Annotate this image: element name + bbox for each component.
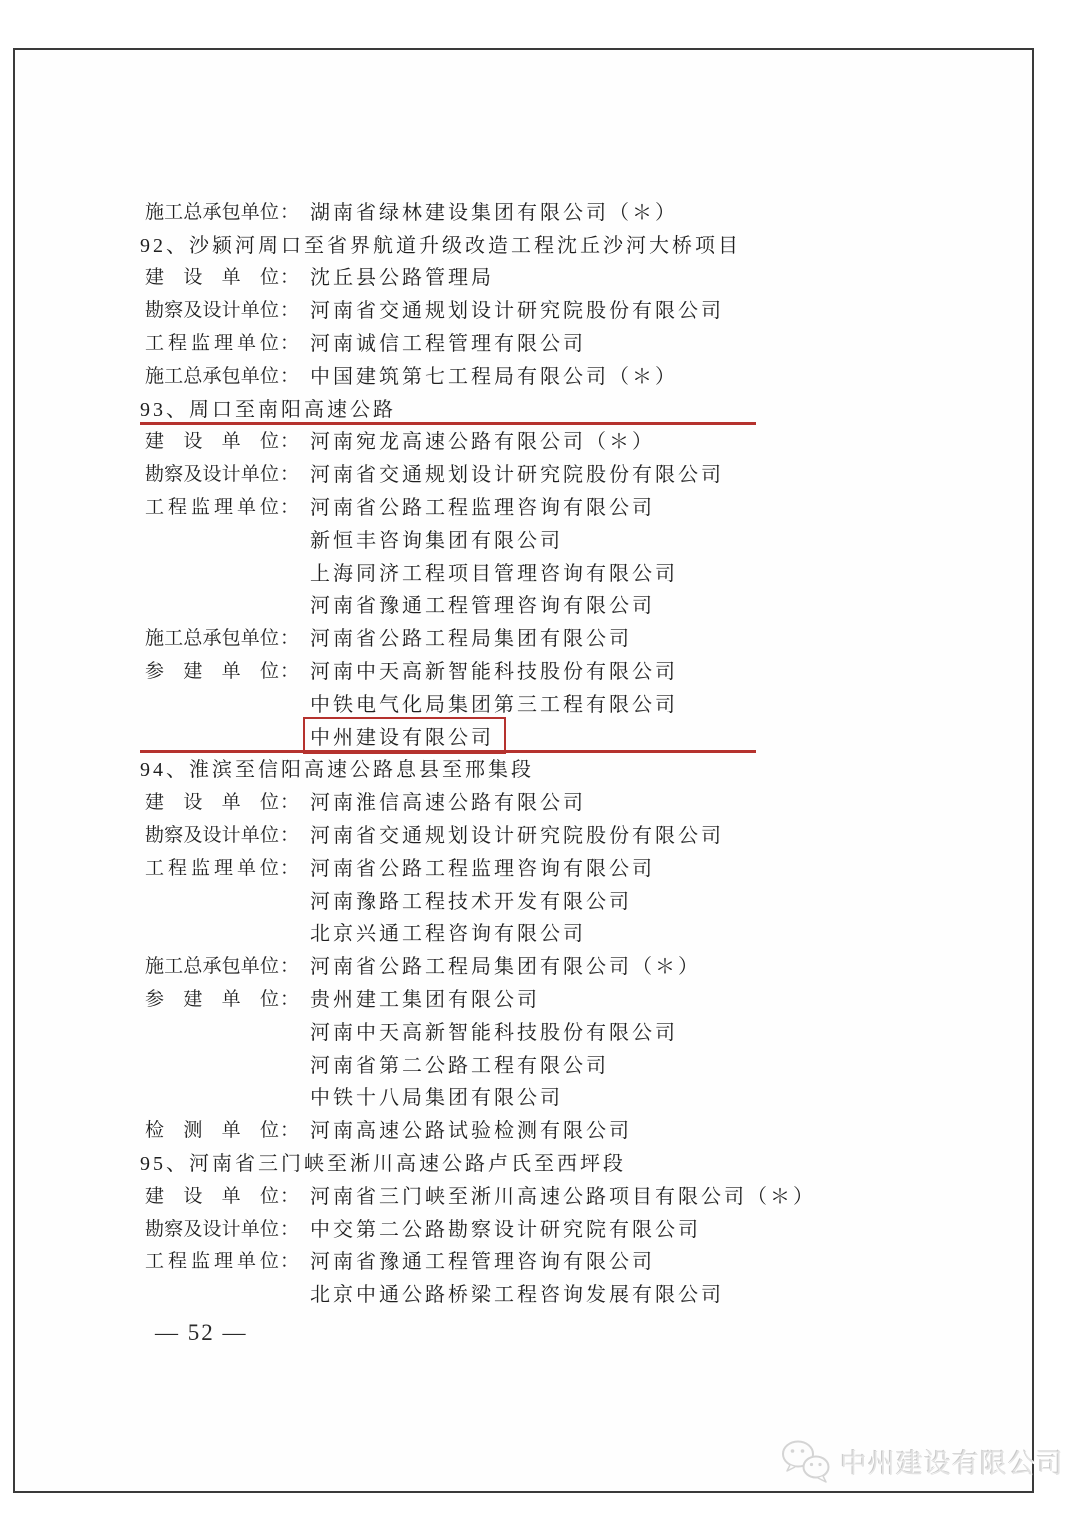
- company-value: 新恒丰咨询集团有限公司: [310, 529, 563, 552]
- field-row: [140, 194, 910, 227]
- field-row: [140, 292, 910, 325]
- label-column: [140, 820, 310, 847]
- field-colon: ：: [280, 1120, 300, 1142]
- company-value: 沈丘县公路管理局: [310, 267, 494, 290]
- project-title: 94、淮滨至信阳高速公路息县至邢集段: [140, 759, 534, 782]
- field-label: 施 工 总 承 包 单 位: [145, 956, 279, 978]
- company-value: 河南省公路工程局集团有限公司: [310, 628, 632, 651]
- continuation-row: [140, 588, 910, 621]
- field-colon: ：: [280, 792, 300, 814]
- field-label: 工 程 监 理 单 位: [145, 857, 279, 879]
- company-value: 中国建筑第七工程局有限公司（＊）: [310, 365, 678, 388]
- company-value: 中铁十八局集团有限公司: [310, 1087, 563, 1110]
- watermark: [780, 1438, 1064, 1484]
- field-colon: ：: [280, 267, 300, 289]
- label-column: [140, 1115, 310, 1142]
- field-label: 勘 察 及 设 计 单 位: [145, 1218, 279, 1240]
- field-row: [140, 325, 910, 358]
- project-title: 93、周口至南阳高速公路: [140, 398, 396, 421]
- continuation-row: [140, 719, 910, 752]
- company-value: 中交第二公路勘察设计研究院有限公司: [310, 1218, 701, 1241]
- field-label: 施 工 总 承 包 单 位: [145, 365, 279, 387]
- label-column: [140, 295, 310, 322]
- field-row: [140, 817, 910, 850]
- field-row: [140, 1178, 910, 1211]
- continuation-row: [140, 1080, 910, 1113]
- company-value: 河南省豫通工程管理咨询有限公司: [310, 1251, 655, 1274]
- field-row: [140, 1211, 910, 1244]
- field-row: [140, 456, 910, 489]
- page-number: — 52 —: [155, 1320, 248, 1345]
- field-label: 施 工 总 承 包 单 位: [145, 201, 279, 223]
- field-label: 勘 察 及 设 计 单 位: [145, 300, 279, 322]
- field-label: 工 程 监 理 单 位: [145, 1251, 279, 1273]
- continuation-row: [140, 1276, 910, 1309]
- company-value: 河南高速公路试验检测有限公司: [310, 1120, 632, 1143]
- label-column: [140, 492, 310, 519]
- field-colon: ：: [280, 956, 300, 978]
- company-value: 河南中天高新智能科技股份有限公司: [310, 661, 678, 684]
- field-label: 参 建 单 位: [145, 989, 279, 1011]
- field-row: [140, 1244, 910, 1277]
- field-colon: ：: [280, 1251, 300, 1273]
- field-label: 工 程 监 理 单 位: [145, 497, 279, 519]
- label-column: [140, 853, 310, 880]
- project-heading-row: [140, 1145, 910, 1178]
- field-colon: ：: [280, 497, 300, 519]
- continuation-row: [140, 883, 910, 916]
- wechat-logo-icon: [780, 1438, 832, 1484]
- field-colon: ：: [280, 825, 300, 847]
- company-value: 河南中天高新智能科技股份有限公司: [310, 1021, 678, 1044]
- field-colon: ：: [280, 989, 300, 1011]
- label-column: [140, 262, 310, 289]
- field-row: [140, 1112, 910, 1145]
- label-column: [140, 623, 310, 650]
- field-colon: ：: [280, 201, 300, 223]
- project-title: 92、沙颍河周口至省界航道升级改造工程沈丘沙河大桥项目: [140, 234, 741, 257]
- field-row: [140, 850, 910, 883]
- field-label: 建 设 单 位: [145, 1185, 279, 1207]
- field-label: 检 测 单 位: [145, 1120, 279, 1142]
- company-value: 河南省第二公路工程有限公司: [310, 1054, 609, 1077]
- company-value: 河南省三门峡至淅川高速公路项目有限公司（＊）: [310, 1185, 816, 1208]
- field-row: [140, 620, 910, 653]
- field-label: 勘 察 及 设 计 单 位: [145, 825, 279, 847]
- company-value: 上海同济工程项目管理咨询有限公司: [310, 562, 678, 585]
- company-value: 北京兴通工程咨询有限公司: [310, 923, 586, 946]
- project-heading-row: [140, 391, 910, 424]
- field-colon: ：: [280, 431, 300, 453]
- label-column: [140, 656, 310, 683]
- continuation-row: [140, 522, 910, 555]
- continuation-row: [140, 1047, 910, 1080]
- label-column: [140, 426, 310, 453]
- field-label: 建 设 单 位: [145, 267, 279, 289]
- company-value: 河南宛龙高速公路有限公司（＊）: [310, 431, 655, 454]
- company-value: 河南省交通规划设计研究院股份有限公司: [310, 464, 724, 487]
- project-title: 95、河南省三门峡至淅川高速公路卢氏至西坪段: [140, 1153, 626, 1175]
- label-column: [140, 328, 310, 355]
- continuation-row: [140, 1014, 910, 1047]
- company-value: 河南省豫通工程管理咨询有限公司: [310, 595, 655, 618]
- field-row: [140, 948, 910, 981]
- company-value: 河南省公路工程局集团有限公司（＊）: [310, 956, 701, 979]
- company-value: 河南省公路工程监理咨询有限公司: [310, 497, 655, 520]
- field-label: 建 设 单 位: [145, 792, 279, 814]
- field-colon: ：: [280, 1185, 300, 1207]
- company-value: 河南省交通规划设计研究院股份有限公司: [310, 825, 724, 848]
- company-value: 河南诚信工程管理有限公司: [310, 333, 586, 356]
- label-column: [140, 1214, 310, 1241]
- field-label: 施 工 总 承 包 单 位: [145, 628, 279, 650]
- company-value: 河南豫路工程技术开发有限公司: [310, 890, 632, 913]
- continuation-row: [140, 686, 910, 719]
- company-value: 中铁电气化局集团第三工程有限公司: [310, 693, 678, 716]
- label-column: [140, 361, 310, 388]
- field-label: 参 建 单 位: [145, 661, 279, 683]
- field-colon: ：: [280, 365, 300, 387]
- label-column: [140, 787, 310, 814]
- label-column: [140, 459, 310, 486]
- label-column: [140, 951, 310, 978]
- field-label: 工 程 监 理 单 位: [145, 333, 279, 355]
- highlighted-company: 中州建设有限公司: [303, 717, 506, 754]
- label-column: [140, 984, 310, 1011]
- field-row: [140, 489, 910, 522]
- continuation-row: [140, 916, 910, 949]
- project-heading-row: [140, 752, 910, 785]
- field-label: 勘 察 及 设 计 单 位: [145, 464, 279, 486]
- label-column: [140, 1181, 310, 1208]
- label-column: [140, 197, 310, 224]
- field-row: [140, 424, 910, 457]
- field-colon: ：: [280, 661, 300, 683]
- field-colon: ：: [280, 628, 300, 650]
- project-heading-row: [140, 227, 910, 260]
- field-row: [140, 981, 910, 1014]
- field-colon: ：: [280, 464, 300, 486]
- field-row: [140, 653, 910, 686]
- field-row: [140, 358, 910, 391]
- company-value: 河南省公路工程监理咨询有限公司: [310, 857, 655, 880]
- field-colon: ：: [280, 857, 300, 879]
- company-value: 河南省交通规划设计研究院股份有限公司: [310, 300, 724, 323]
- watermark-company-name: 中州建设有限公司: [840, 1448, 1064, 1479]
- field-colon: ：: [280, 333, 300, 355]
- field-colon: ：: [280, 1218, 300, 1240]
- company-value: 北京中通公路桥梁工程咨询发展有限公司: [310, 1284, 724, 1307]
- document-rows: [140, 194, 910, 1309]
- continuation-row: [140, 555, 910, 588]
- label-column: [140, 1246, 310, 1273]
- company-value: 湖南省绿林建设集团有限公司（＊）: [310, 201, 678, 224]
- field-row: [140, 784, 910, 817]
- field-colon: ：: [280, 300, 300, 322]
- company-value: 贵州建工集团有限公司: [310, 989, 540, 1012]
- field-row: [140, 260, 910, 293]
- field-label: 建 设 单 位: [145, 431, 279, 453]
- company-value: 河南淮信高速公路有限公司: [310, 792, 586, 815]
